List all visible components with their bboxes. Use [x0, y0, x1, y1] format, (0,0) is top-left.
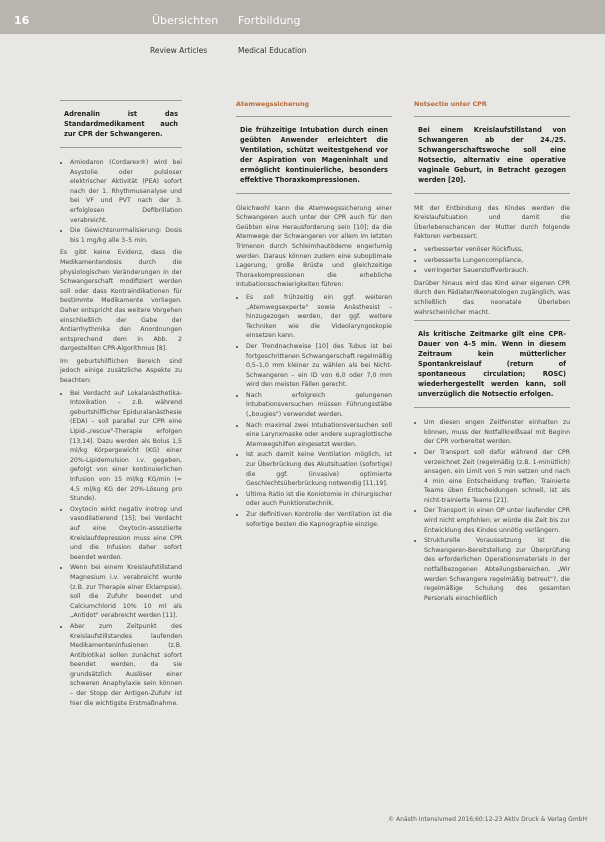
page-header [0, 0, 605, 55]
bullet-list [60, 158, 182, 245]
key-statement-box [60, 100, 182, 148]
list-item: • Zur definitiven Kontrolle der Ventilation ist die sofortige besten die Kapnographie einzige. [246, 510, 392, 529]
list-item: • Oxytocin wirkt negativ inotrop und vasodilatierend [15]; bei Verdacht auf eine Oxytocin-assoziierte Kreislaufdepression muss eine CPR und die Infusion daher sofort beendet werden. [70, 505, 182, 563]
list-item: • Die Gewichtsnormalisierung: Dosis bis 1 mg/kg alle 3–5 min. [70, 226, 182, 245]
paragraph: Mit der Entbindung des Kindes werden die Kreislaufsituation und damit die Überlebenschancen der Mutter durch folgende Faktoren verbessert: [414, 204, 570, 241]
key-statement-box [414, 116, 570, 194]
bullet-list [414, 245, 570, 276]
subsection-label-medical: Medical Education [238, 46, 307, 55]
list-item: • Um diesen engen Zeitfenster einhalten zu können, muss der Notfallkreißsaal mit Beginn der CPR vorbereitet werden. [424, 418, 570, 447]
subsection-label-review: Review Articles [150, 46, 208, 55]
section-heading: Atemwegssicherung [236, 100, 310, 108]
list-item: • Der Transport soll dafür während der CPR verzeichnet Zeit (regelmäßig (z.B. 1-minütlich) ansagen, ein Limit von 5 min setzen und nach 4 min eine Entscheidung treffen. Trainierte Teams üben Entscheidungen schnell, ist als nicht-trainierte Teams [21]. [424, 448, 570, 506]
key-statement-box [236, 116, 392, 194]
key-statement-box-2 [414, 320, 570, 408]
list-item: • Wenn bei einem Kreislaufstillstand Magnesium i.v. verabreicht wurde (z.B. zur Therapie einer Eklampsie), soll die Zufuhr beendet und Calciumchlorid 10% 10 ml als „Antidot" verabreicht werden [11]. [70, 563, 182, 621]
bullet-list [414, 418, 570, 603]
list-item: • Bei Verdacht auf Lokalanästhetika-Intoxikation – z.B. während geburtshilflicher Epiduralanästhesie (EDA) – soll parallel zur CPR eine Lipid-„rescue"-Therapie erfolgen [13,14]. Dazu werden als Bolus 1,5 ml/kg Körpergewicht (KG) einer 20%-Lipidemulsion i.v. gegeben, gefolgt von einer kontinuierlichen Infusion von 15 ml/kg KG/min (= 4,5 ml/kg KG der 20%-Lösung pro Stunde). [70, 389, 182, 504]
list-item: • Der Transport in einen OP unter laufender CPR wird nicht empfohlen; er würde die Zeit bis zur Entwicklung des Kindes unnötig verlängern. [424, 506, 570, 535]
list-item: • verbesserte Lungencompliance, [424, 256, 570, 266]
paragraph: Gleichwohl kann die Atemwegssicherung einer Schwangeren auch unter der CPR auch für den Geübten eine Herausforderung sein [10]; da die Atemwege der Schwangeren vor allem im letzten Trimenon durch Schleimhautödeme engerlumig werden. Daraus können zudem eine suboptimale Lagerung, große Brüste und gleichzeitige Thoraxkompressionen die erhebliche Intubationsschwierigkeiten führen: [236, 204, 392, 289]
header-bar [0, 0, 605, 34]
section-label-education: Fortbildung [238, 14, 301, 27]
list-item: • Ultima Ratio ist die Koniotomie in chirurgischer oder auch Punktionstechnik. [246, 490, 392, 509]
list-item: • verringerter Sauerstoffverbrauch. [424, 266, 570, 276]
page-footer: © Anästh Intensivmed 2016;60:12-23 Aktiv Druck & Verlag GmbH [388, 816, 587, 823]
section-label-overview: Übersichten [152, 14, 219, 27]
key-statement-text: Bei einem Kreislaufstillstand von Schwangeren ab der 24./25. Schwangerschaftswoche soll eine Notsectio, alternativ eine operative vaginale Geburt, in Betracht gezogen werden [20]. [418, 125, 566, 184]
page-number: 16 [14, 14, 30, 27]
list-item: • Aber zum Zeitpunkt des Kreislaufstillstandes laufenden Medikamenteninfusionen (z.B. Antibiotika) sollen zunächst sofort beendet werden, da sie grundsätzlich Auslöser einer schweren Anaphylaxie sein können – der Stopp der Antigen-Zufuhr ist hier die wichtigste Erstmaßnahme. [70, 622, 182, 708]
list-item: • Der Trendnachweise [10] des Tubus ist bei fortgeschrittenen Schwangerschaft regelmäßig 0,5–1,0 mm kleiner zu wählen als bei Nicht-Schwangeren – ein ID von 6,0 oder 7,0 mm wird den meisten Fällen gerecht. [246, 342, 392, 390]
list-item: • Nach maximal zwei Intubationsversuchen soll eine Larynxmaske oder andere supraglottische Atemwegshilfen eingesetzt werden. [246, 421, 392, 450]
key-statement-text: Die frühzeitige Intubation durch einen geübten Anwender erleichtert die Ventilation, schützt weitestgehend vor der Aspiration von Mageninhalt und ermöglicht kontinuierliche, besonders effektive Thoraxkompressionen. [240, 125, 388, 184]
key-statement-text: Adrenalin ist das Standardmedikament auch zur CPR der Schwangeren. [64, 110, 178, 138]
list-item: • verbesserter venöser Rückfluss, [424, 245, 570, 255]
paragraph: Es gibt keine Evidenz, dass die Medikamentendosis durch die physiologischen Veränderungen in der Schwangerschaft modifiziert werden soll oder dass Kontraindikationen für bestimmte Medikamente vorliegen. Daher entspricht das weitere Vorgehen einschließlich der Gabe der Antiarrhythmika den Anordnungen entsprechend dem in Abb. 2 dargestellten CPR-Algorithmus [8]. [60, 249, 182, 353]
section-heading: Notsectio unter CPR [414, 100, 487, 108]
column-2 [236, 100, 392, 532]
key-statement-text: Als kritische Zeitmarke gilt eine CPR-Dauer von 4–5 min. Wenn in diesem Zeitraum kein mütterlicher Spontankreislauf (return of spontaneous circulation; ROSC) wiederhergestellt werden kann, soll unverzüglich die Notsectio erfolgen. [418, 330, 566, 399]
list-item: • Strukturelle Voraussetzung ist die Schwangeren-Bereitstellung zur Überprüfung des erforderlichen Operationsmaterials in der notfallbezogenen Abteilungsbereichen. „Wir werden Schwangere regelmäßig betreut"?, die regelmäßige Schulung des gesamten Personals einschließlich [424, 536, 570, 603]
list-item: • Amiodaron (Cordarex®) wird bei Asystolie oder pulsloser elektrischer Aktivität (PEA) sofort nach der 1. Rhythmusanalyse und bei VF und PVT nach der 3. erfolglosen Defibrillation verabreicht. [70, 158, 182, 225]
column-3 [414, 100, 570, 606]
paragraph: Im geburtshilflichen Bereich sind jedoch einige zusätzliche Aspekte zu beachten: [60, 357, 182, 385]
column-1 [60, 100, 182, 711]
list-item: • Ist auch damit keine Ventilation möglich, ist zur Überbrückung des Akutsituation (sofortige) die ggf. (invasive) optimierte Geschlechtsüberbrückung notwendig [11,19]. [246, 450, 392, 488]
paragraph: Darüber hinaus wird das Kind einer eigenen CPR durch den Pädiater/Neonatologen zugänglich, was schließlich das neonatale Überleben wahrscheinlicher macht. [414, 279, 570, 316]
list-item: • Nach erfolgreich gelungenen Intubationsversuchen müssen Führungsstäbe („bougies") verwendet werden. [246, 391, 392, 420]
list-item: • Es soll frühzeitig ein ggf. weiteren „Atemwegsexperte" sowie Anästhesist – hinzugezogen werden, der ggf. weitere Techniken wie die Videolaryngoskopie einsetzen kann. [246, 293, 392, 341]
bullet-list [236, 293, 392, 529]
bullet-list [60, 389, 182, 709]
